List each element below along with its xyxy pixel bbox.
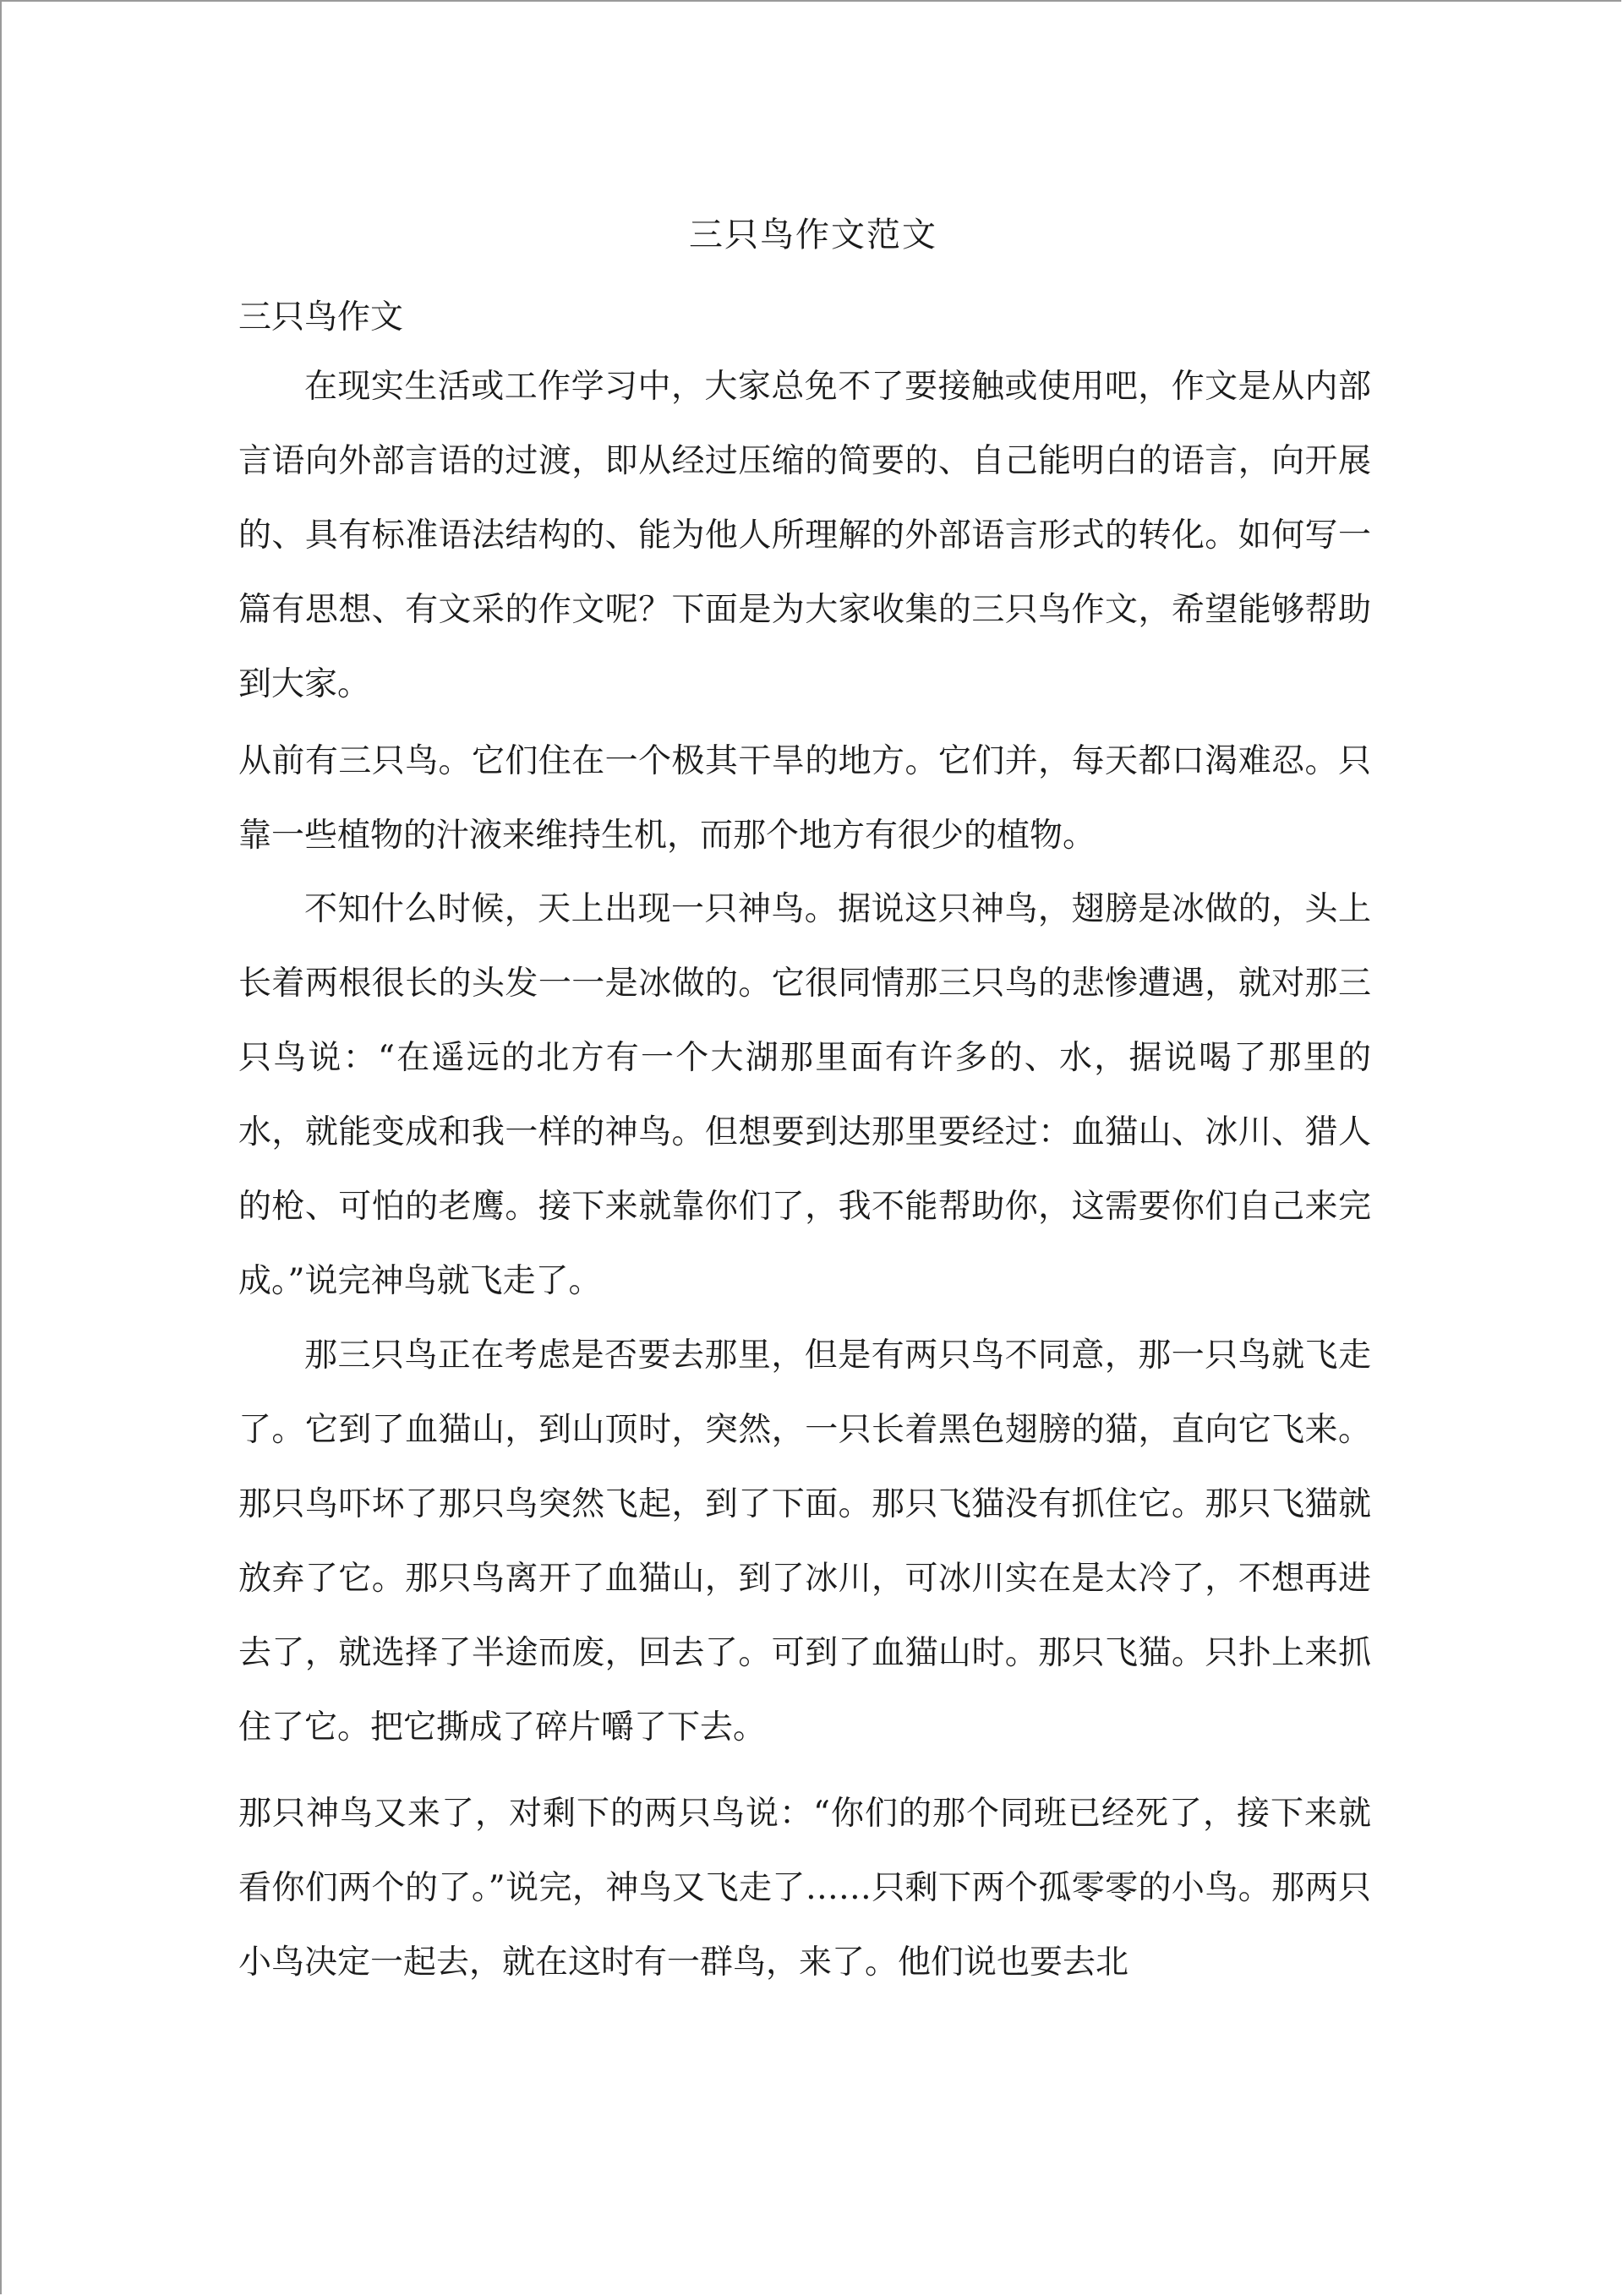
- paragraph-4: 那只神鸟又来了，对剩下的两只鸟说：“你们的那个同班已经死了，接下来就看你们两个的了。”说完，神鸟又飞走了……只剩下两个孤零零的小鸟。那两只小鸟决定一起去，就在这时有一群鸟，来了。他们说也要去北: [238, 1795, 1371, 1982]
- paragraph-1: 从前有三只鸟。它们住在一个极其干旱的地方。它们并，每天都口渴难忍。只靠一些植物的汁液来维持生机，而那个地方有很少的植物。: [238, 742, 1371, 855]
- paragraph-2: 不知什么时候，天上出现一只神鸟。据说这只神鸟，翅膀是冰做的，头上长着两根很长的头发一一是冰做的。它很同情那三只鸟的悲惨遭遇，就对那三只鸟说：“在遥远的北方有一个大湖那里面有许多的、水，据说喝了那里的水，就能变成和我一样的神鸟。但想要到达那里要经过：血猫山、冰川、猎人的枪、可怕的老鹰。接下来就靠你们了，我不能帮助你，这需要你们自己来完成。”说完神鸟就飞走了。: [238, 890, 1371, 1300]
- paragraph-intro: 在现实生活或工作学习中，大家总免不了要接触或使用吧，作文是从内部言语向外部言语的过渡，即从经过压缩的简要的、自己能明白的语言，向开展的、具有标准语法结构的、能为他人所理解的外部语言形式的转化。如何写一篇有思想、有文采的作文呢？下面是为大家收集的三只鸟作文，希望能够帮助到大家。: [238, 368, 1371, 703]
- document-title: 三只鸟作文范文: [689, 216, 937, 254]
- essay-subtitle: 三只鸟作文: [238, 298, 404, 336]
- paragraph-3: 那三只鸟正在考虑是否要去那里，但是有两只鸟不同意，那一只鸟就飞走了。它到了血猫山，到山顶时，突然，一只长着黑色翅膀的猫，直向它飞来。那只鸟吓坏了那只鸟突然飞起，到了下面。那只飞猫没有抓住它。那只飞猫就放弃了它。那只鸟离开了血猫山，到了冰川，可冰川实在是太冷了，不想再进去了，就选择了半途而废，回去了。可到了血猫山时。那只飞猫。只扑上来抓住了它。把它撕成了碎片嚼了下去。: [238, 1337, 1371, 1747]
